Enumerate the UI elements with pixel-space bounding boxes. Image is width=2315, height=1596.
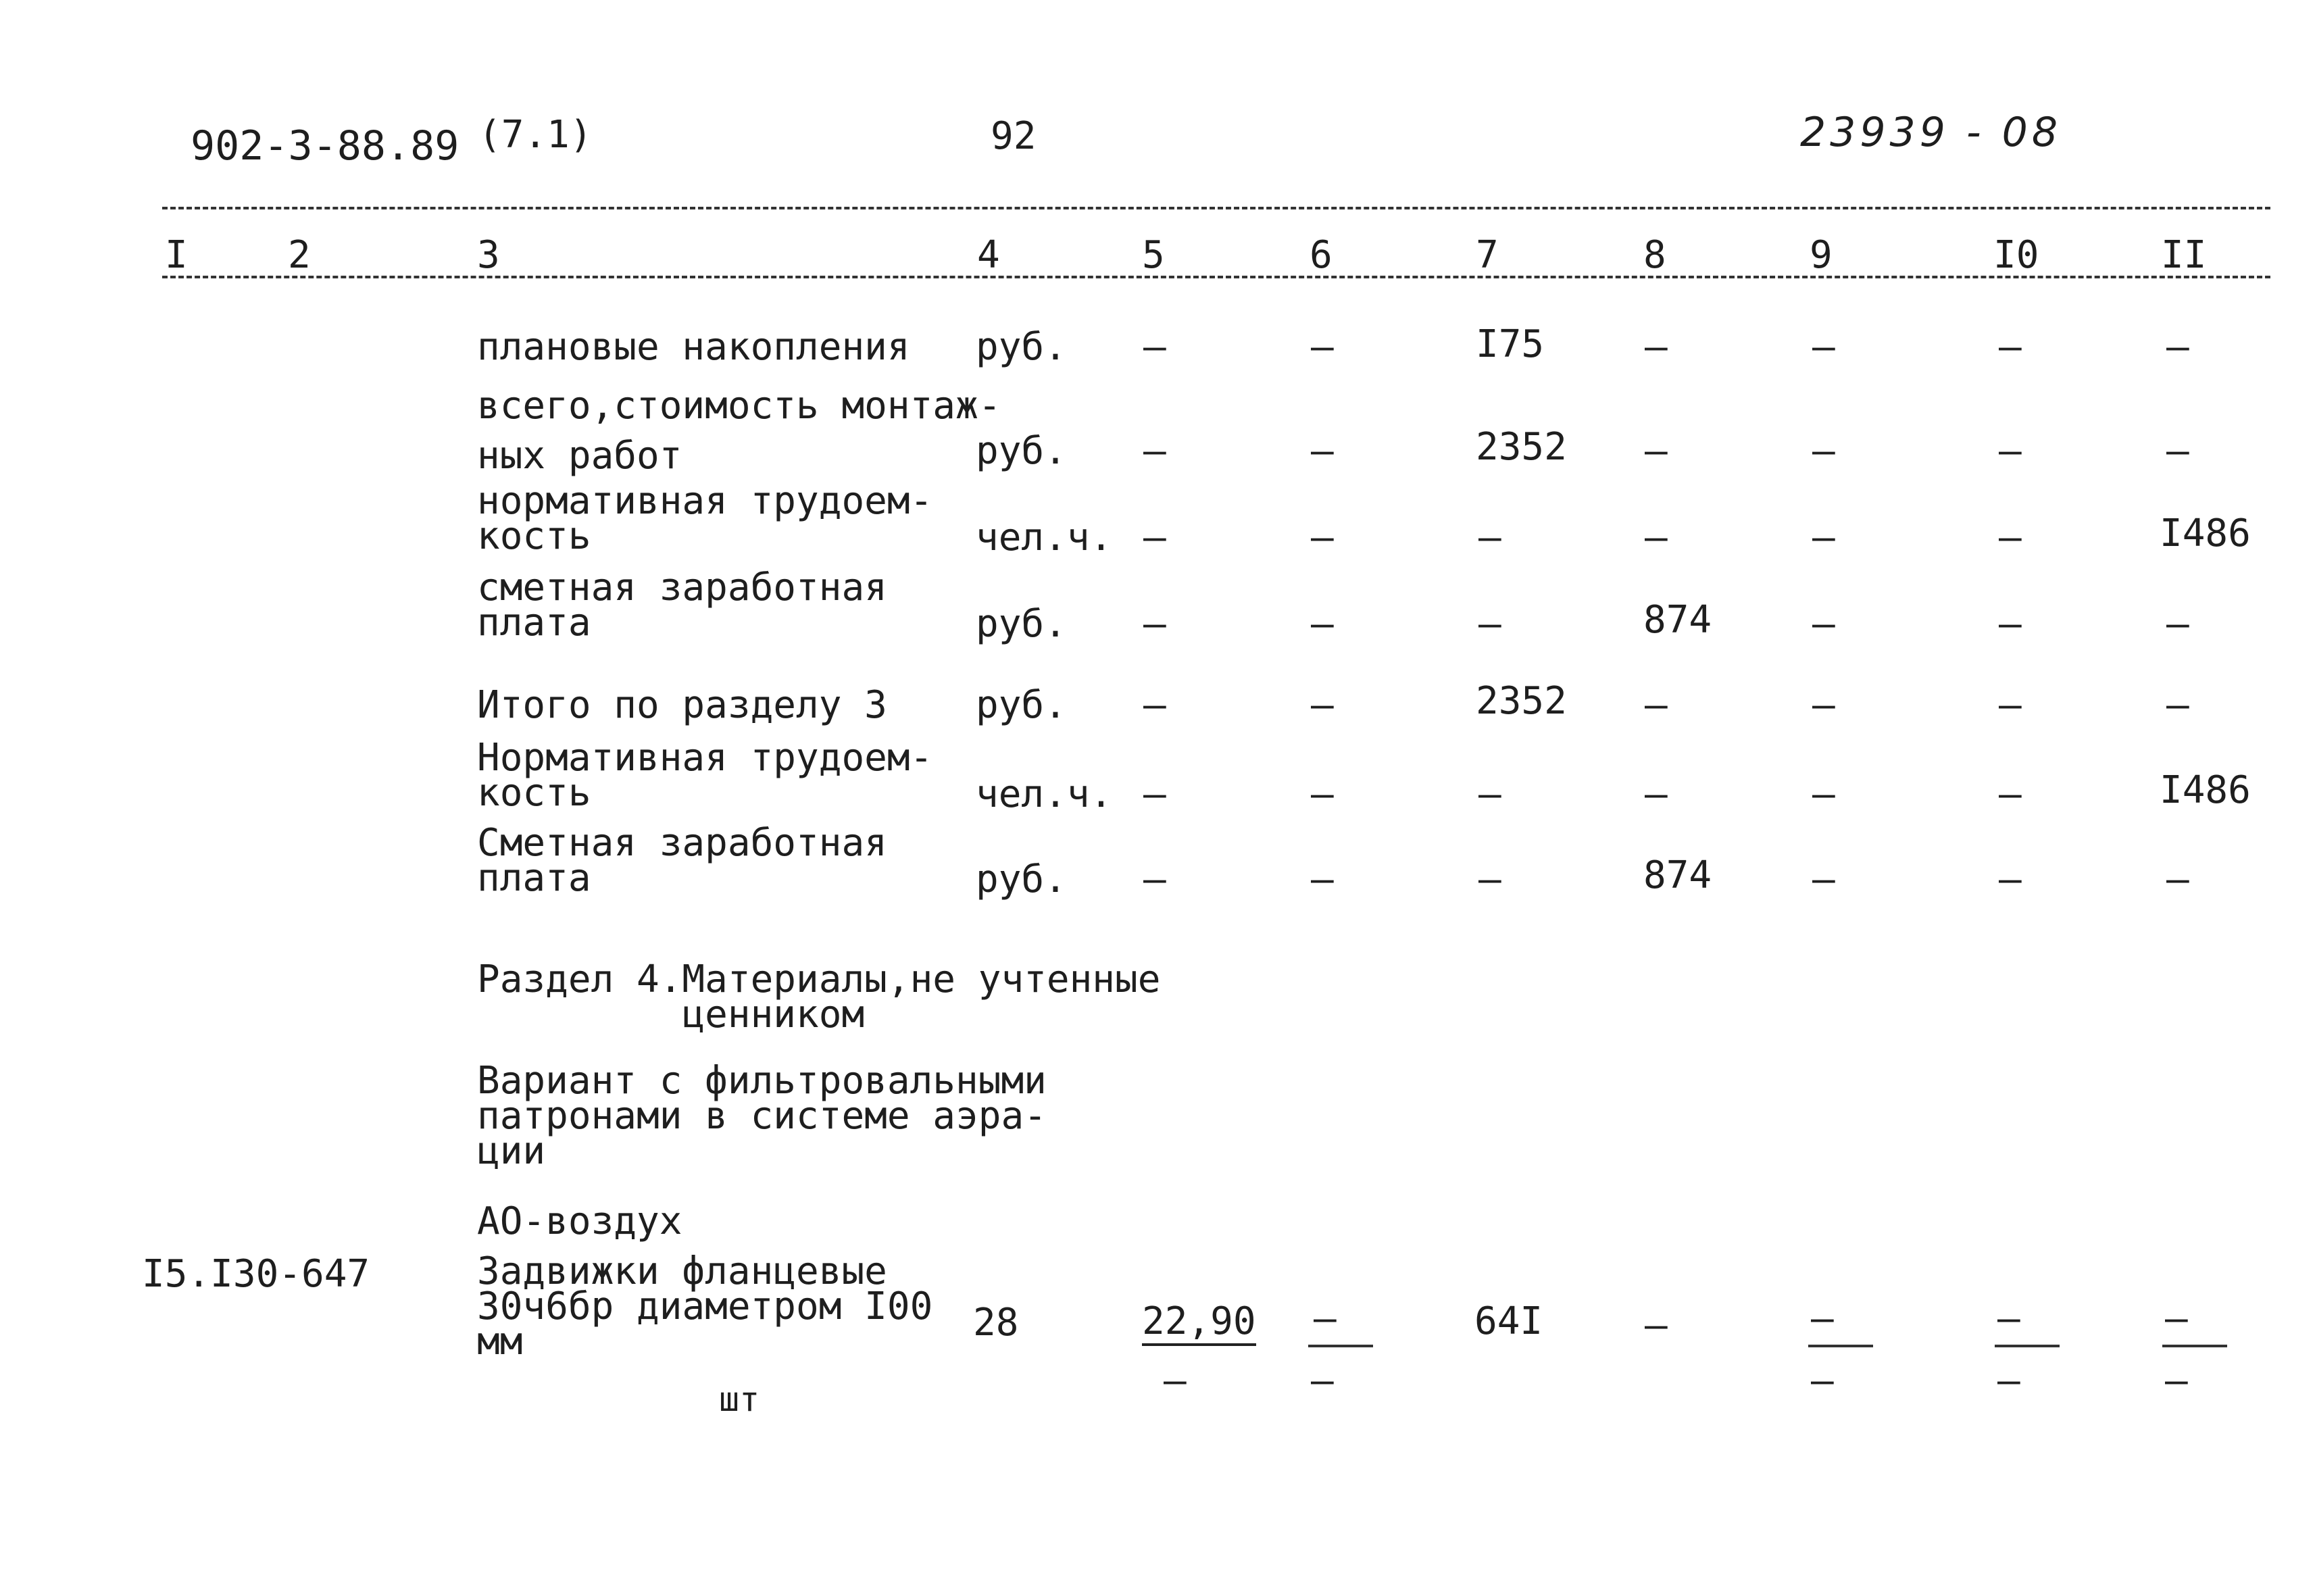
cell-col6: – xyxy=(1311,772,1334,816)
cell-col11-underline xyxy=(2162,1345,2227,1347)
row-unit: руб. xyxy=(976,429,1067,473)
cell-col10: – xyxy=(1999,429,2022,473)
cell-col5: – xyxy=(1143,772,1166,816)
column-header-3: 3 xyxy=(477,233,500,277)
subgroup-label: АО-воздух xyxy=(477,1199,682,1243)
cell-col9: – xyxy=(1811,1297,1834,1341)
cell-col11: – xyxy=(2166,683,2189,727)
cell-col9: – xyxy=(1812,683,1835,727)
cell-col10: – xyxy=(1999,772,2022,816)
item-quantity: 28 xyxy=(973,1301,1019,1345)
document-code: 902-3-88.89 xyxy=(191,122,459,170)
cell-col11: – xyxy=(2166,325,2189,369)
cell-col6: – xyxy=(1314,1297,1337,1341)
cell-col9: – xyxy=(1812,602,1835,646)
cell-col8: – xyxy=(1645,429,1668,473)
sheet-number: (7.1) xyxy=(478,113,593,157)
cell-col8: – xyxy=(1645,772,1668,816)
header-rule-top xyxy=(162,207,2270,209)
column-header-1: I xyxy=(165,233,188,277)
cell-col7: I75 xyxy=(1476,322,1545,366)
cell-col10: – xyxy=(1999,683,2022,727)
cell-col9: – xyxy=(1812,772,1835,816)
cell-col5: – xyxy=(1143,429,1166,473)
cell-col5: – xyxy=(1143,516,1166,559)
cell-col8: – xyxy=(1645,325,1668,369)
cell-col6: – xyxy=(1311,429,1334,473)
cell-col6-underline xyxy=(1308,1345,1373,1347)
column-header-9: 9 xyxy=(1810,233,1833,277)
row-name: сметная заработная плата xyxy=(477,566,887,645)
cell-col5: – xyxy=(1143,602,1166,646)
cell-col11: – xyxy=(2166,857,2189,901)
cell-col7: 2352 xyxy=(1476,679,1567,723)
cell-col9: – xyxy=(1812,857,1835,901)
row-name: Сметная заработная плата xyxy=(477,821,887,900)
cell-col7: – xyxy=(1478,772,1501,816)
cell-col10: – xyxy=(1997,1297,2020,1341)
cell-col8: 874 xyxy=(1643,853,1712,897)
page-number: 92 xyxy=(991,114,1037,158)
cell-col5: – xyxy=(1143,325,1166,369)
cell-col7: – xyxy=(1478,602,1501,646)
cell-col9: – xyxy=(1812,516,1835,559)
item-code: I5.I30-647 xyxy=(142,1252,370,1296)
cell-col6-sub: – xyxy=(1311,1359,1334,1403)
column-header-5: 5 xyxy=(1142,233,1165,277)
cell-col11: – xyxy=(2166,602,2189,646)
cell-col11: – xyxy=(2166,429,2189,473)
column-header-7: 7 xyxy=(1476,233,1499,277)
row-unit: руб. xyxy=(976,683,1067,727)
cell-col8: – xyxy=(1645,683,1668,727)
item-unit: шт xyxy=(719,1380,760,1419)
cell-col10-sub: – xyxy=(1997,1359,2020,1403)
cell-col6: – xyxy=(1311,857,1334,901)
cell-col8: – xyxy=(1645,516,1668,559)
cell-col7: 64I xyxy=(1474,1299,1543,1343)
row-name: нормативная трудоем- кость xyxy=(477,479,933,558)
cell-col6: – xyxy=(1311,683,1334,727)
cell-col5: – xyxy=(1143,683,1166,727)
cell-col11: I486 xyxy=(2160,512,2251,555)
cell-col6: – xyxy=(1311,325,1334,369)
column-header-8: 8 xyxy=(1643,233,1666,277)
section-title: Раздел 4.Материалы,не учтенные ценником xyxy=(477,957,1161,1037)
cell-col9: – xyxy=(1812,325,1835,369)
row-unit: чел.ч. xyxy=(976,516,1113,559)
cell-col10: – xyxy=(1999,325,2022,369)
column-header-2: 2 xyxy=(288,233,311,277)
inventory-number: 23939 - 08 xyxy=(1800,109,2062,156)
cell-col5-sub: – xyxy=(1164,1359,1187,1403)
row-unit: чел.ч. xyxy=(976,772,1113,816)
cell-col5: – xyxy=(1143,857,1166,901)
cell-col11: I486 xyxy=(2160,768,2251,812)
cell-col10: – xyxy=(1999,857,2022,901)
cell-col9: – xyxy=(1812,429,1835,473)
column-header-11: II xyxy=(2161,233,2207,277)
row-unit: руб. xyxy=(976,602,1067,646)
item-name: Задвижки фланцевые 30ч6бр диаметром I00 мм xyxy=(477,1249,933,1364)
cell-col7: – xyxy=(1478,516,1501,559)
column-header-4: 4 xyxy=(977,233,1000,277)
cell-col7: 2352 xyxy=(1476,425,1567,469)
cell-col11-sub: – xyxy=(2165,1359,2188,1403)
cell-col10: – xyxy=(1999,516,2022,559)
column-header-6: 6 xyxy=(1310,233,1333,277)
row-name: Нормативная трудоем- кость xyxy=(477,736,933,815)
cell-col8: 874 xyxy=(1643,598,1712,642)
cell-col6: – xyxy=(1311,602,1334,646)
cell-col7: – xyxy=(1478,857,1501,901)
row-name: плановые накопления xyxy=(477,325,910,369)
row-unit: руб. xyxy=(976,857,1067,901)
column-header-10: I0 xyxy=(1993,233,2039,277)
row-name: Итого по разделу 3 xyxy=(477,683,887,727)
cell-col8: – xyxy=(1645,1303,1668,1347)
cell-col5: 22,90 xyxy=(1142,1303,1256,1346)
cell-col9-sub: – xyxy=(1811,1359,1834,1403)
row-name: всего,стоимость монтаж- ных работ xyxy=(477,384,1001,478)
cell-col6: – xyxy=(1311,516,1334,559)
cell-col10-underline xyxy=(1995,1345,2060,1347)
cell-col10: – xyxy=(1999,602,2022,646)
cell-col9-underline xyxy=(1808,1345,1873,1347)
variant-description: Вариант с фильтровальными патронами в системе аэра- ции xyxy=(477,1059,1047,1173)
row-unit: руб. xyxy=(976,325,1067,369)
cell-col11: – xyxy=(2165,1297,2188,1341)
